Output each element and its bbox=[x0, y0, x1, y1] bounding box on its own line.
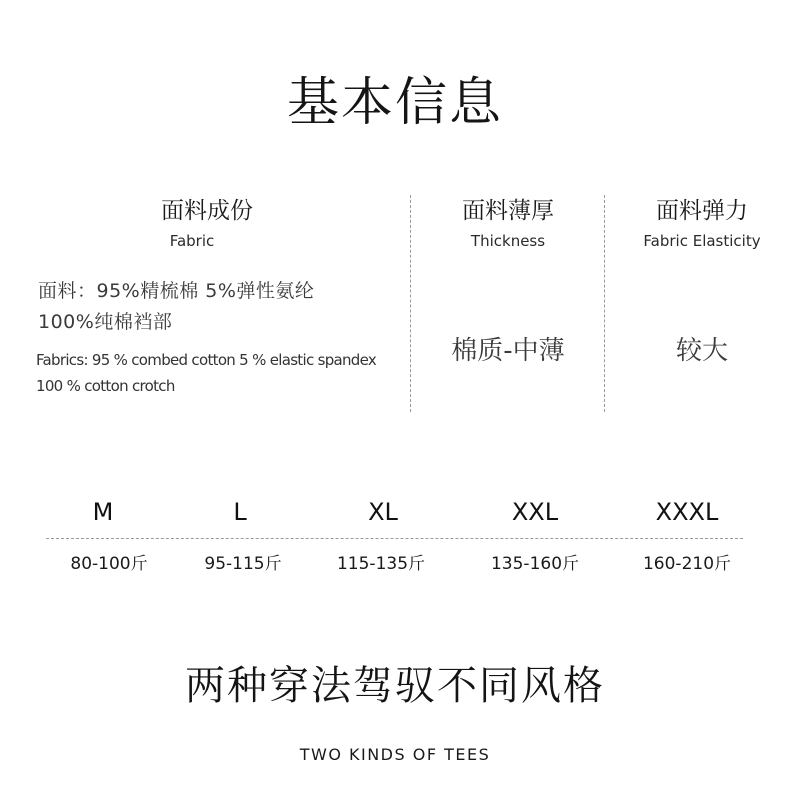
size-label: L bbox=[233, 498, 247, 526]
size-weight: 115-135斤 bbox=[336, 554, 426, 574]
size-label: XXL bbox=[511, 498, 559, 526]
thickness-heading: 面料薄厚 bbox=[462, 198, 554, 224]
elasticity-subheading: Fabric Elasticity bbox=[643, 232, 761, 250]
fabric-content-en-line1: Fabrics: 95 % combed cotton 5 % elastic spandex bbox=[36, 351, 377, 369]
size-weight: 135-160斤 bbox=[490, 554, 580, 574]
thickness-value: 棉质-中薄 bbox=[451, 336, 565, 366]
column-divider bbox=[410, 195, 411, 412]
size-divider bbox=[46, 538, 743, 539]
size-weight: 95-115斤 bbox=[204, 554, 282, 574]
elasticity-heading: 面料弹力 bbox=[656, 198, 748, 224]
fabric-content-cn-line1: 面料：95%精梳棉 5%弹性氨纶 bbox=[38, 280, 315, 302]
size-label: M bbox=[92, 498, 114, 526]
fabric-content-en-line2: 100 % cotton crotch bbox=[36, 377, 175, 395]
size-label: XXXL bbox=[655, 498, 719, 526]
size-weight: 160-210斤 bbox=[642, 554, 732, 574]
elasticity-value: 较大 bbox=[675, 336, 728, 366]
page-title: 基本信息 bbox=[286, 73, 503, 133]
size-weight: 80-100斤 bbox=[70, 554, 148, 574]
slogan-subheading: TWO KINDS OF TEES bbox=[299, 745, 491, 764]
thickness-subheading: Thickness bbox=[470, 232, 546, 250]
fabric-subheading: Fabric bbox=[169, 232, 215, 250]
fabric-heading: 面料成份 bbox=[161, 198, 253, 224]
column-divider bbox=[604, 195, 605, 412]
size-label: XL bbox=[368, 498, 398, 526]
slogan-heading: 两种穿法驾驭不同风格 bbox=[185, 663, 605, 709]
fabric-content-cn-line2: 100%纯棉裆部 bbox=[38, 311, 173, 333]
